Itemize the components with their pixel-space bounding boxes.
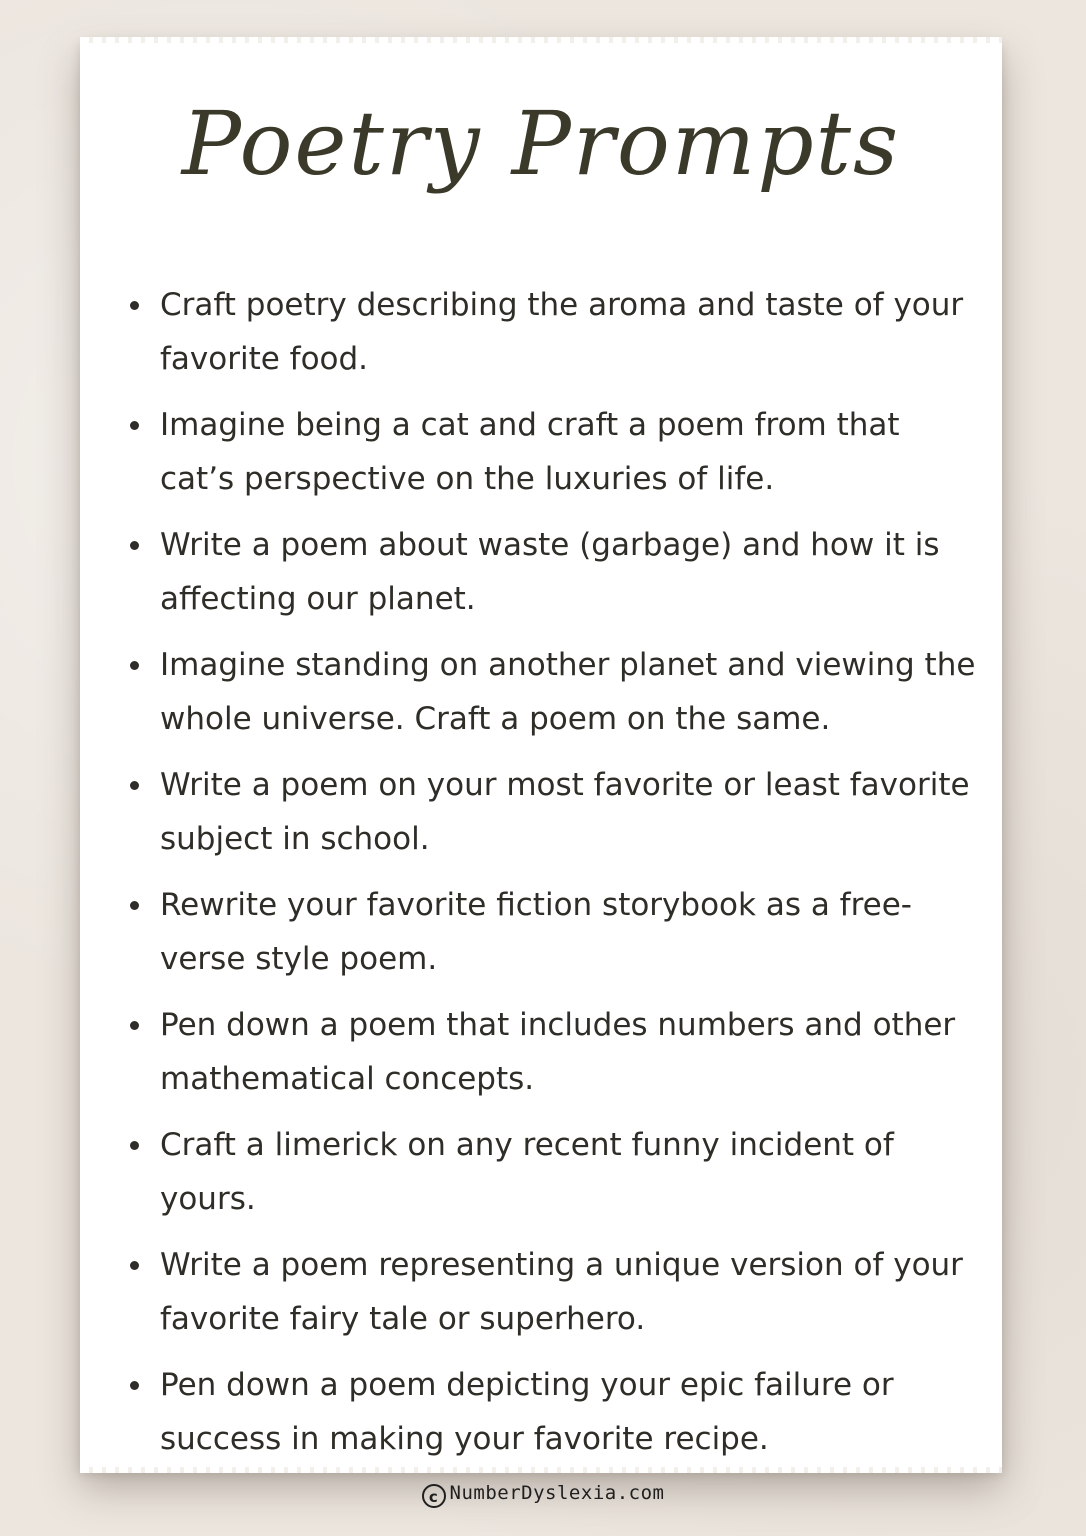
prompt-text: Write a poem representing a unique version of your favorite fairy tale or superhero.: [160, 1247, 963, 1337]
list-item: [124, 878, 982, 986]
prompt-text: Write a poem about waste (garbage) and how it is affecting our planet.: [160, 527, 940, 617]
prompt-text: Pen down a poem depicting your epic failure or success in making your favorite recipe.: [160, 1367, 894, 1457]
prompt-text: Write a poem on your most favorite or least favorite subject in school.: [160, 767, 970, 857]
bullet-icon: [130, 541, 139, 550]
bullet-icon: [130, 1141, 139, 1150]
bullet-icon: [130, 1261, 139, 1270]
page-title: Poetry Prompts: [181, 92, 901, 195]
prompt-list: [124, 278, 982, 1478]
bullet-icon: [130, 661, 139, 670]
copyright-icon: c: [422, 1484, 446, 1508]
prompt-text: Imagine standing on another planet and viewing the whole universe. Craft a poem on the same.: [160, 647, 976, 737]
footer-credit: [0, 1482, 1086, 1508]
list-item: [124, 998, 982, 1106]
list-item: [124, 1358, 982, 1466]
list-item: [124, 518, 982, 626]
bullet-icon: [130, 301, 139, 310]
list-item: [124, 758, 982, 866]
list-item: [124, 278, 982, 386]
prompt-card: [80, 40, 1002, 1470]
prompt-text: Craft a limerick on any recent funny incident of yours.: [160, 1127, 894, 1217]
bullet-icon: [130, 421, 139, 430]
prompt-text: Imagine being a cat and craft a poem from that cat’s perspective on the luxuries of life.: [160, 407, 900, 497]
list-item: [124, 1238, 982, 1346]
list-item: [124, 398, 982, 506]
prompt-text: Pen down a poem that includes numbers and other mathematical concepts.: [160, 1007, 956, 1097]
site-name: NumberDyslexia.com: [449, 1482, 665, 1504]
bullet-icon: [130, 781, 139, 790]
bullet-icon: [130, 1021, 139, 1030]
prompt-text: Rewrite your favorite fiction storybook as a free-verse style poem.: [160, 887, 912, 977]
bullet-icon: [130, 1381, 139, 1390]
list-item: [124, 1118, 982, 1226]
list-item: [124, 638, 982, 746]
bullet-icon: [130, 901, 139, 910]
prompt-text: Craft poetry describing the aroma and taste of your favorite food.: [160, 287, 964, 377]
